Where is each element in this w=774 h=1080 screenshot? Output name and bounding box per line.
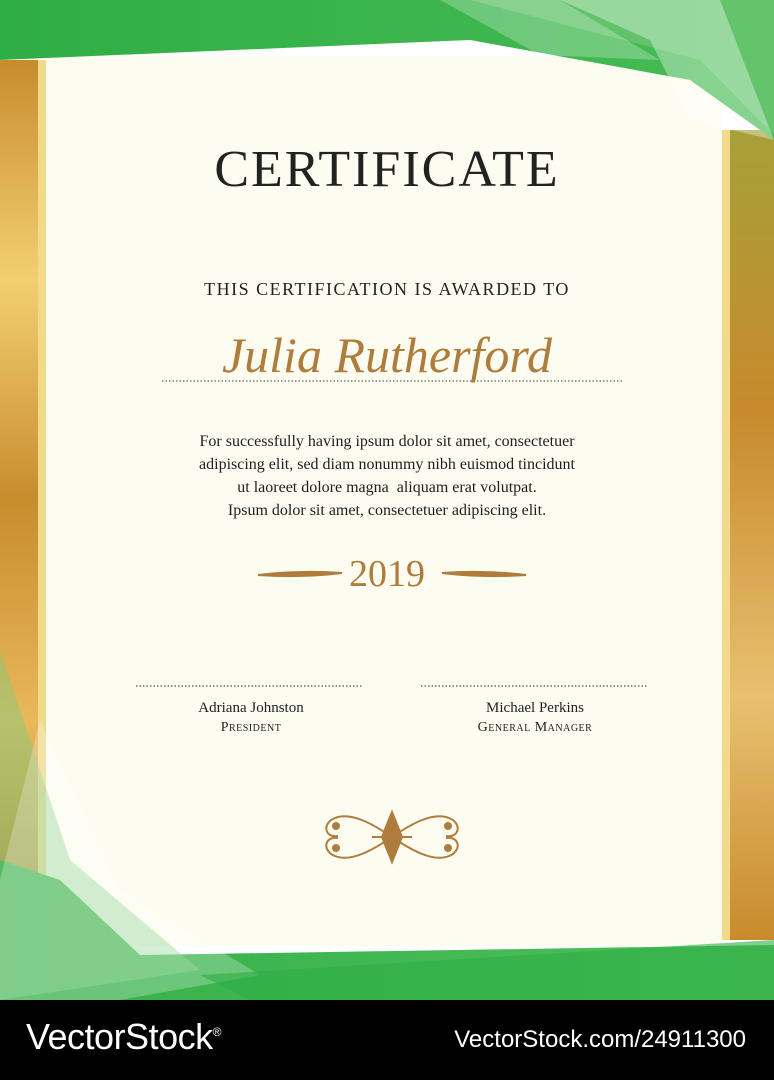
signatory-name: Adriana Johnston <box>198 700 304 716</box>
certificate-year: 2019 <box>349 553 425 595</box>
signatory-role: General Manager <box>477 720 593 735</box>
signatory-role: President <box>220 720 282 735</box>
watermark-bar <box>0 1000 774 1080</box>
certificate-body <box>0 430 774 522</box>
watermark-image-id: VectorStock.com/24911300 <box>454 1026 746 1053</box>
registered-mark: ® <box>212 1025 221 1039</box>
body-line: For successfully having ipsum dolor sit amet, consectetuer <box>199 433 575 450</box>
certificate-title: CERTIFICATE <box>214 141 560 198</box>
body-line: Ipsum dolor sit amet, consectetuer adipiscing elit. <box>227 502 547 519</box>
body-line: ut laoreet dolore magna aliquam erat volutpat. <box>237 479 537 496</box>
signatory-left <box>131 700 371 736</box>
signatory-right <box>415 700 655 736</box>
watermark-brand <box>26 1016 221 1058</box>
body-line: adipiscing elit, sed diam nonummy nibh euismod tincidunt <box>199 456 575 473</box>
awarded-subtitle: THIS CERTIFICATION IS AWARDED TO <box>204 279 570 299</box>
recipient-name: Julia Rutherford <box>221 327 553 383</box>
signatory-name: Michael Perkins <box>486 700 584 716</box>
watermark-brand-text: VectorStock <box>26 1016 213 1057</box>
right-gold-bar <box>730 130 774 940</box>
